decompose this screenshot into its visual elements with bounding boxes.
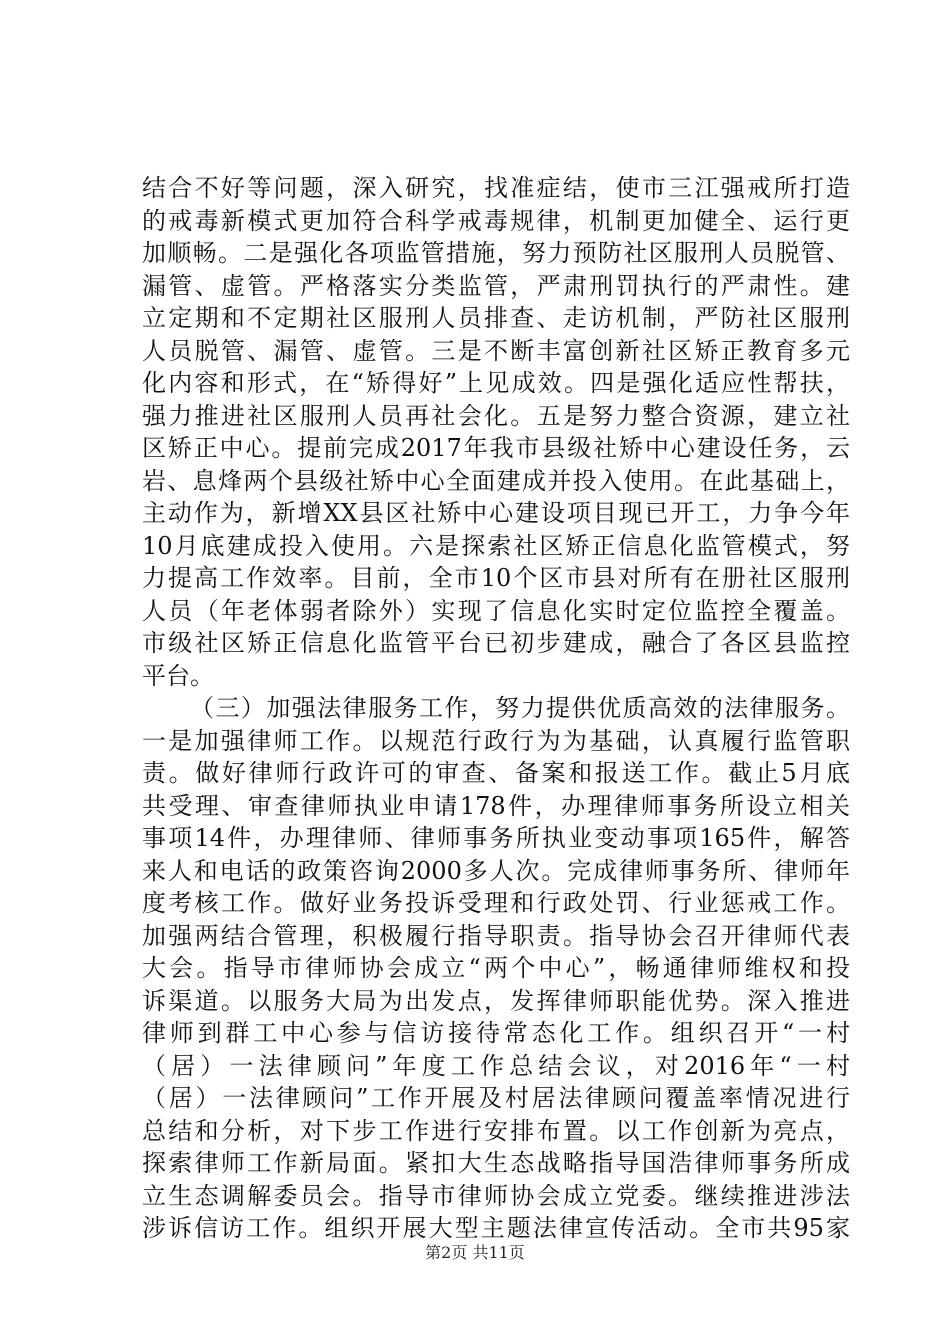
- text-line: 的戒毒新模式更加符合科学戒毒规律，机制更加健全、运行更: [142, 206, 850, 235]
- text-line: 加顺畅。二是强化各项监管措施，努力预防社区服刑人员脱管、: [142, 239, 850, 267]
- text-line: 来人和电话的政策咨询2000多人次。完成律师事务所、律师年: [142, 856, 850, 885]
- text-line: 律师到群工中心参与信访接待常态化工作。组织召开“一村: [142, 1019, 850, 1047]
- text-line: （居）一法律顾问”年度工作总结会议，对2016年“一村: [142, 1051, 850, 1080]
- text-line: 诉渠道。以服务大局为出发点，发挥律师职能优势。深入推进: [142, 986, 850, 1015]
- text-line: 市级社区矫正信息化监管平台已初步建成，融合了各区县监控: [142, 629, 850, 657]
- text-line: 人员脱管、漏管、虚管。三是不断丰富创新社区矫正教育多元: [142, 336, 850, 365]
- document-body: [142, 172, 850, 1245]
- text-line: 平台。: [142, 661, 214, 690]
- text-line: 主动作为，新增XX县区社矫中心建设项目现已开工，力争今年: [142, 499, 850, 527]
- text-line: 人员（年老体弱者除外）实现了信息化实时定位监控全覆盖。: [142, 596, 850, 625]
- page-number-footer: 第2页 共11页: [425, 1243, 525, 1262]
- text-line: 强力推进社区服刑人员再社会化。五是努力整合资源，建立社: [142, 401, 850, 430]
- text-line: 10月底建成投入使用。六是探索社区矫正信息化监管模式，努: [142, 531, 850, 560]
- text-line: 大会。指导市律师协会成立“两个中心”，畅通律师维权和投: [142, 954, 850, 982]
- text-line: 区矫正中心。提前完成2017年我市县级社矫中心建设任务，云: [142, 434, 850, 462]
- text-line: 涉诉信访工作。组织开展大型主题法律宣传活动。全市共95家: [142, 1214, 850, 1242]
- text-line: 立定期和不定期社区服刑人员排查、走访机制，严防社区服刑: [142, 304, 850, 332]
- text-line: 力提高工作效率。目前，全市10个区市县对所有在册社区服刑: [142, 564, 850, 592]
- section-heading-line: （三）加强法律服务工作，努力提供优质高效的法律服务。: [190, 694, 850, 722]
- text-line: 责。做好律师行政许可的审查、备案和报送工作。截止5月底: [142, 759, 850, 787]
- text-line: 总结和分析，对下步工作进行安排布置。以工作创新为亮点，: [142, 1116, 850, 1145]
- text-line: 岩、息烽两个县级社矫中心全面建成并投入使用。在此基础上，: [142, 466, 850, 495]
- text-line: 漏管、虚管。严格落实分类监管，严肃刑罚执行的严肃性。建: [142, 271, 850, 300]
- paragraph-1: [142, 172, 850, 692]
- text-line: 化内容和形式，在“矫得好”上见成效。四是强化适应性帮扶，: [142, 369, 850, 397]
- text-line: 事项14件，办理律师、律师事务所执业变动事项165件，解答: [142, 824, 850, 852]
- text-line: （居）一法律顾问”工作开展及村居法律顾问覆盖率情况进行: [142, 1084, 850, 1112]
- text-line: 共受理、审查律师执业申请178件，办理律师事务所设立相关: [142, 791, 850, 820]
- text-line: 探索律师工作新局面。紧扣大生态战略指导国浩律师事务所成: [142, 1149, 850, 1177]
- text-line: 一是加强律师工作。以规范行政行为为基础，认真履行监管职: [142, 726, 850, 755]
- text-line: 结合不好等问题，深入研究，找准症结，使市三江强戒所打造: [142, 174, 850, 202]
- text-line: 加强两结合管理，积极履行指导职责。指导协会召开律师代表: [142, 921, 850, 950]
- text-line: 度考核工作。做好业务投诉受理和行政处罚、行业惩戒工作。: [142, 889, 850, 917]
- paragraph-2: [142, 692, 850, 1245]
- text-line: 立生态调解委员会。指导市律师协会成立党委。继续推进涉法: [142, 1181, 850, 1210]
